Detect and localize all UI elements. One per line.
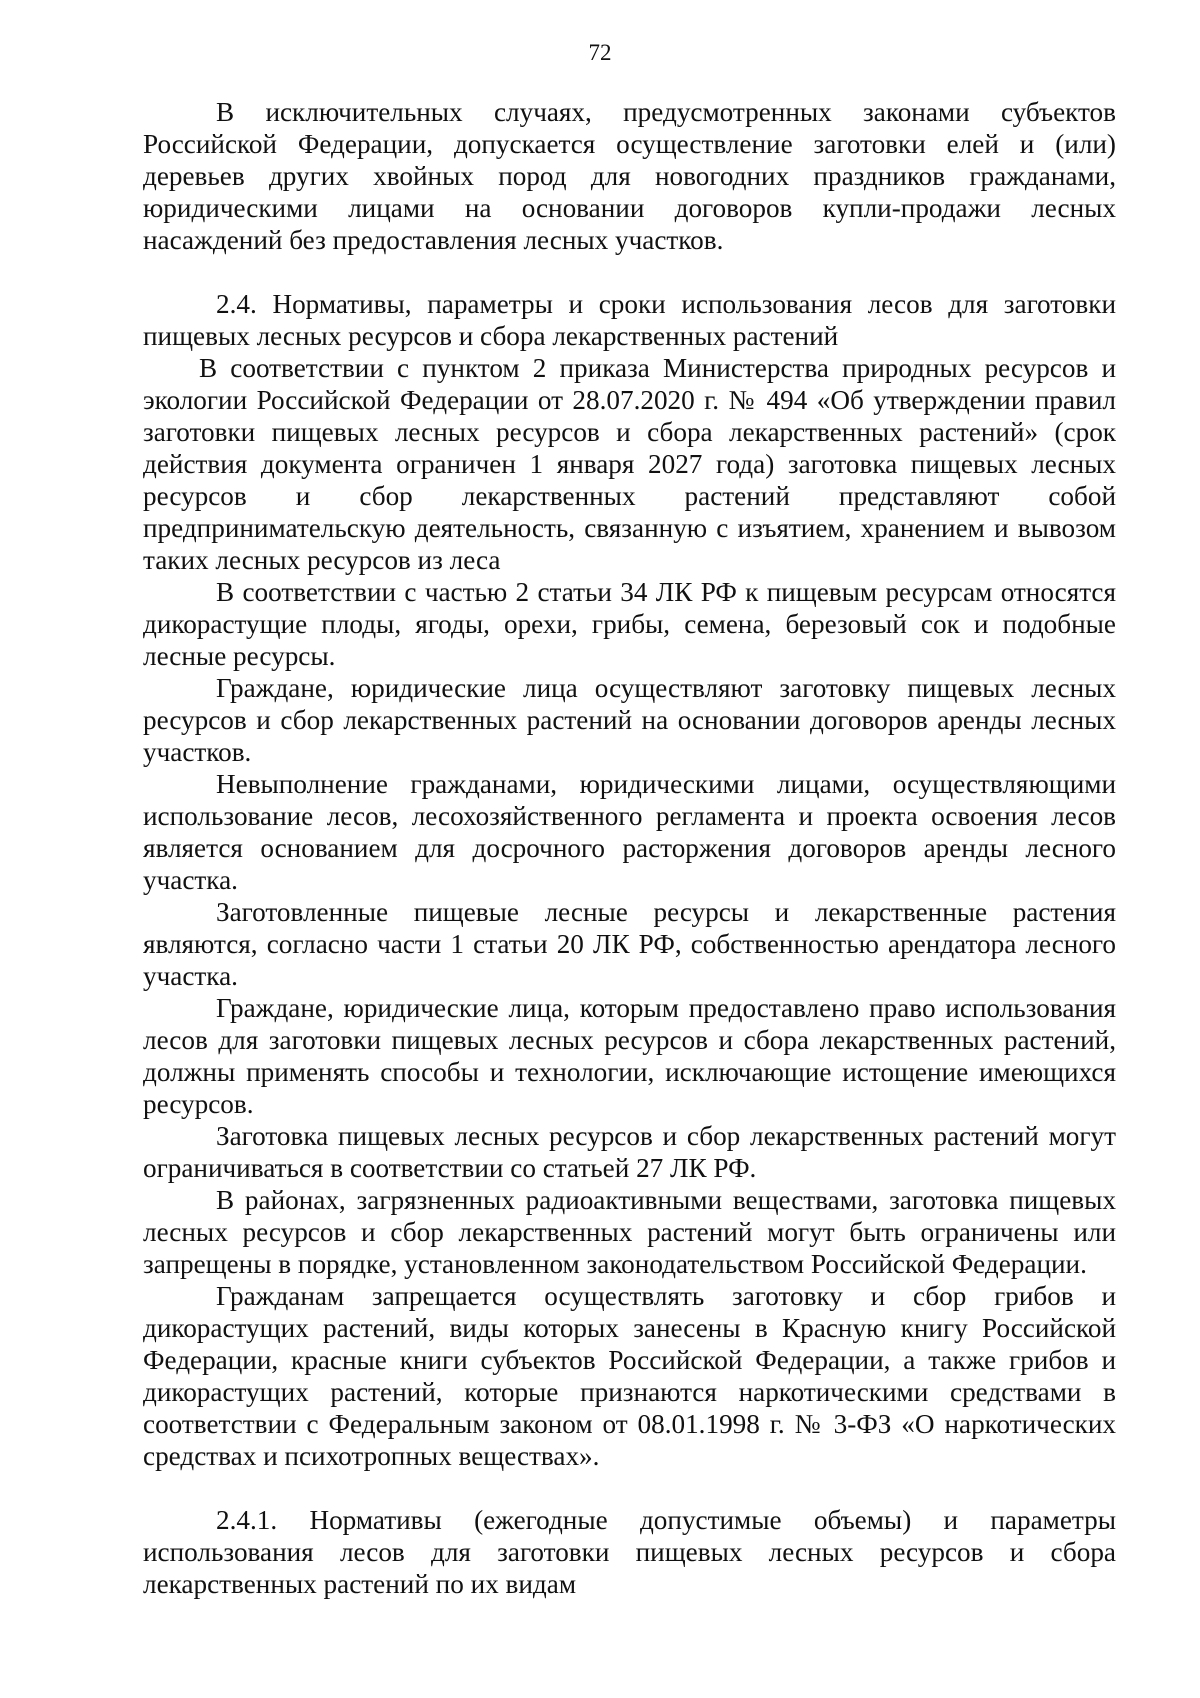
- section-heading-2-4-1: 2.4.1. Нормативы (ежегодные допустимые объемы) и параметры использования лесов для заготовки пищевых лесных ресурсов и сбора лекарственных растений по их видам: [143, 1505, 1116, 1599]
- paragraph-restrictions: Заготовка пищевых лесных ресурсов и сбор лекарственных растений могут ограничиваться в соответствии со статьей 27 ЛК РФ.: [143, 1121, 1116, 1183]
- page-number: 72: [588, 40, 612, 65]
- paragraph-food-resources: В соответствии с частью 2 статьи 34 ЛК РФ к пищевым ресурсам относятся дикорастущие плоды, ягоды, орехи, грибы, семена, березовый сок и подобные лесные ресурсы.: [143, 577, 1116, 671]
- paragraph-radioactive: В районах, загрязненных радиоактивными веществами, заготовка пищевых лесных ресурсов и сбор лекарственных растений могут быть ограничены или запрещены в порядке, установленном законодательством Российской Федерации.: [143, 1185, 1116, 1279]
- paragraph-non-compliance: Невыполнение гражданами, юридическими лицами, осуществляющими использование лесов, лесохозяйственного регламента и проекта освоения лесов является основанием для досрочного расторжения договоров аренды лесного участка.: [143, 769, 1116, 895]
- document-body: [143, 96, 1116, 1600]
- paragraph-christmas-trees: В исключительных случаях, предусмотренных законами субъектов Российской Федерации, допускается осуществление заготовки елей и (или) деревьев других хвойных пород для новогодних праздников гражданами, юридическими лицами на основании договоров купли-продажи лесных насаждений без предоставления лесных участков.: [143, 97, 1116, 255]
- section-heading-2-4: 2.4. Нормативы, параметры и сроки использования лесов для заготовки пищевых лесных ресурсов и сбора лекарственных растений: [143, 289, 1116, 351]
- paragraph-order-494: В соответствии с пунктом 2 приказа Министерства природных ресурсов и экологии Российской Федерации от 28.07.2020 г. № 494 «Об утверждении правил заготовки пищевых лесных ресурсов и сбора лекарственных растений» (срок действия документа ограничен 1 января 2027 года) заготовка пищевых лесных ресурсов и сбор лекарственных растений представляют собой предпринимательскую деятельность, связанную с изъятием, хранением и вывозом таких лесных ресурсов из леса: [143, 353, 1116, 575]
- paragraph-red-book: Гражданам запрещается осуществлять заготовку и сбор грибов и дикорастущих растений, виды которых занесены в Красную книгу Российской Федерации, красные книги субъектов Российской Федерации, а также грибов и дикорастущих растений, которые признаются наркотическими средствами в соответствии с Федеральным законом от 08.01.1998 г. № 3-ФЗ «О наркотических средствах и психотропных веществах».: [143, 1281, 1116, 1471]
- paragraph-technologies: Граждане, юридические лица, которым предоставлено право использования лесов для заготовки пищевых лесных ресурсов и сбора лекарственных растений, должны применять способы и технологии, исключающие истощение имеющихся ресурсов.: [143, 993, 1116, 1119]
- paragraph-ownership: Заготовленные пищевые лесные ресурсы и лекарственные растения являются, согласно части 1 статьи 20 ЛК РФ, собственностью арендатора лесного участка.: [143, 897, 1116, 991]
- paragraph-lease-basis: Граждане, юридические лица осуществляют заготовку пищевых лесных ресурсов и сбор лекарственных растений на основании договоров аренды лесных участков.: [143, 673, 1116, 767]
